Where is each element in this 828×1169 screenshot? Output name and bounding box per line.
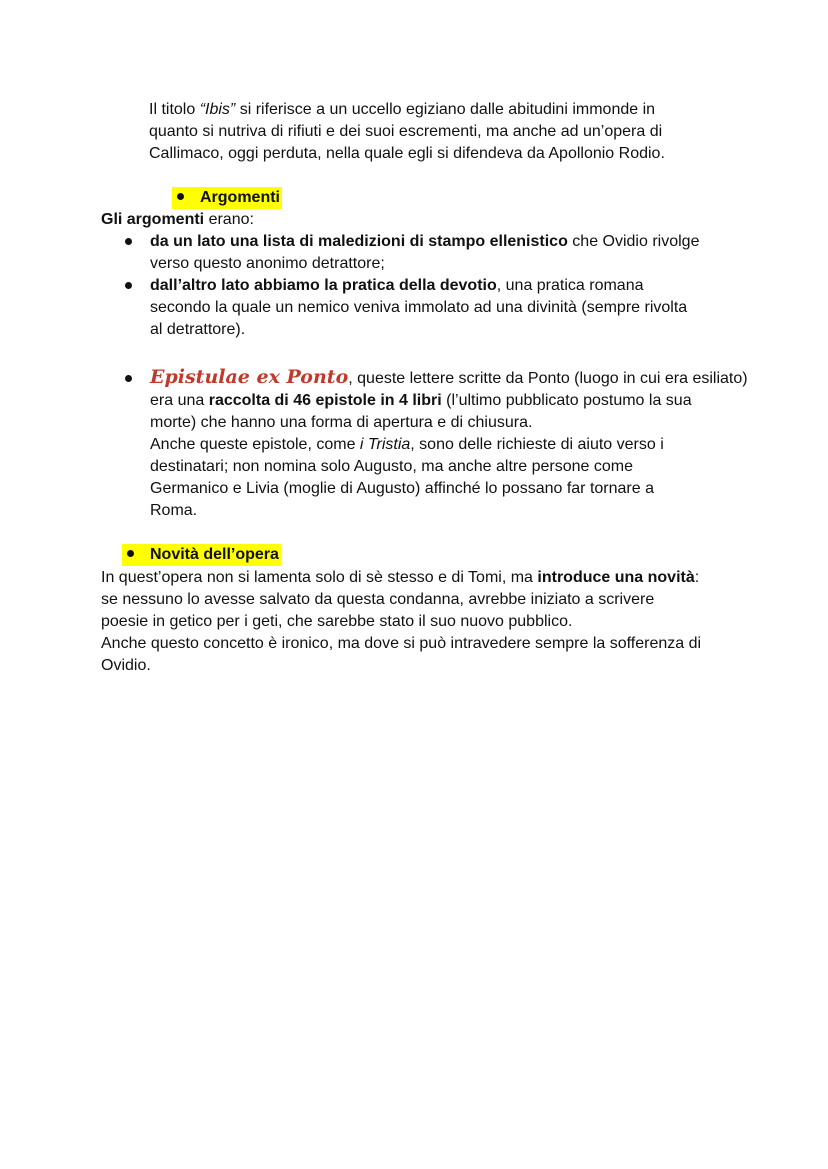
ibis-line-3: Callimaco, oggi perduta, nella quale egli si difendeva da Apollonio Rodio. (149, 145, 665, 162)
bullet-icon (125, 375, 132, 382)
list-item: Epistulae ex Ponto, queste lettere scritte da Ponto (luogo in cui era esiliato) era una raccolta di 46 epistole in 4 libri (l’ultimo pubblicato postumo la sua morte) che hanno una forma di apertura e di chiusura. Anche queste epistole, come i Tristia, sono delle richieste di aiuto verso i destinatari; non nomina solo Augusto, ma anche altre persone come Germanico e Livia (moglie di Augusto) affinché lo possano far tornare a Roma. (125, 366, 785, 522)
novita-paragraph: In quest’opera non si lamenta solo di sè stesso e di Tomi, ma introduce una novità: se nessuno lo avesse salvato da questa condanna, avrebbe iniziato a scrivere poesie in getico per i geti, che sarebbe stato il suo nuovo pubblico. Anche questo concetto è ironico, ma dove si può intravedere sempre la sofferenza di Ovidio. (101, 569, 702, 674)
epistulae-section (125, 366, 785, 522)
argomenti-intro: Gli argomenti erano: (101, 211, 254, 228)
ibis-paragraph (149, 99, 789, 165)
bullet-icon (127, 550, 134, 557)
bullet-icon (177, 193, 184, 200)
argomenti-heading: Argomenti (172, 187, 282, 209)
novita-heading: Novità dell’opera (122, 544, 281, 566)
list-item: dall’altro lato abbiamo la pratica della devotio, una pratica romana secondo la quale un nemico veniva immolato ad una divinità (sempre rivolta al detrattore). (125, 275, 765, 341)
ibis-line-1: Il titolo “Ibis” si riferisce a un uccello egiziano dalle abitudini immonde in (149, 101, 656, 118)
bullet-icon (125, 238, 132, 245)
list-item: da un lato una lista di maledizioni di stampo ellenistico che Ovidio rivolge verso questo anonimo detrattore; (125, 231, 765, 275)
bullet-icon (125, 282, 132, 289)
epistulae-title: Epistulae ex Ponto (150, 366, 349, 388)
ibis-line-2: quanto si nutriva di rifiuti e dei suoi escrementi, ma anche ad un’opera di (149, 123, 663, 140)
argomenti-list (125, 231, 765, 341)
ibis-title: “Ibis” (199, 101, 236, 118)
